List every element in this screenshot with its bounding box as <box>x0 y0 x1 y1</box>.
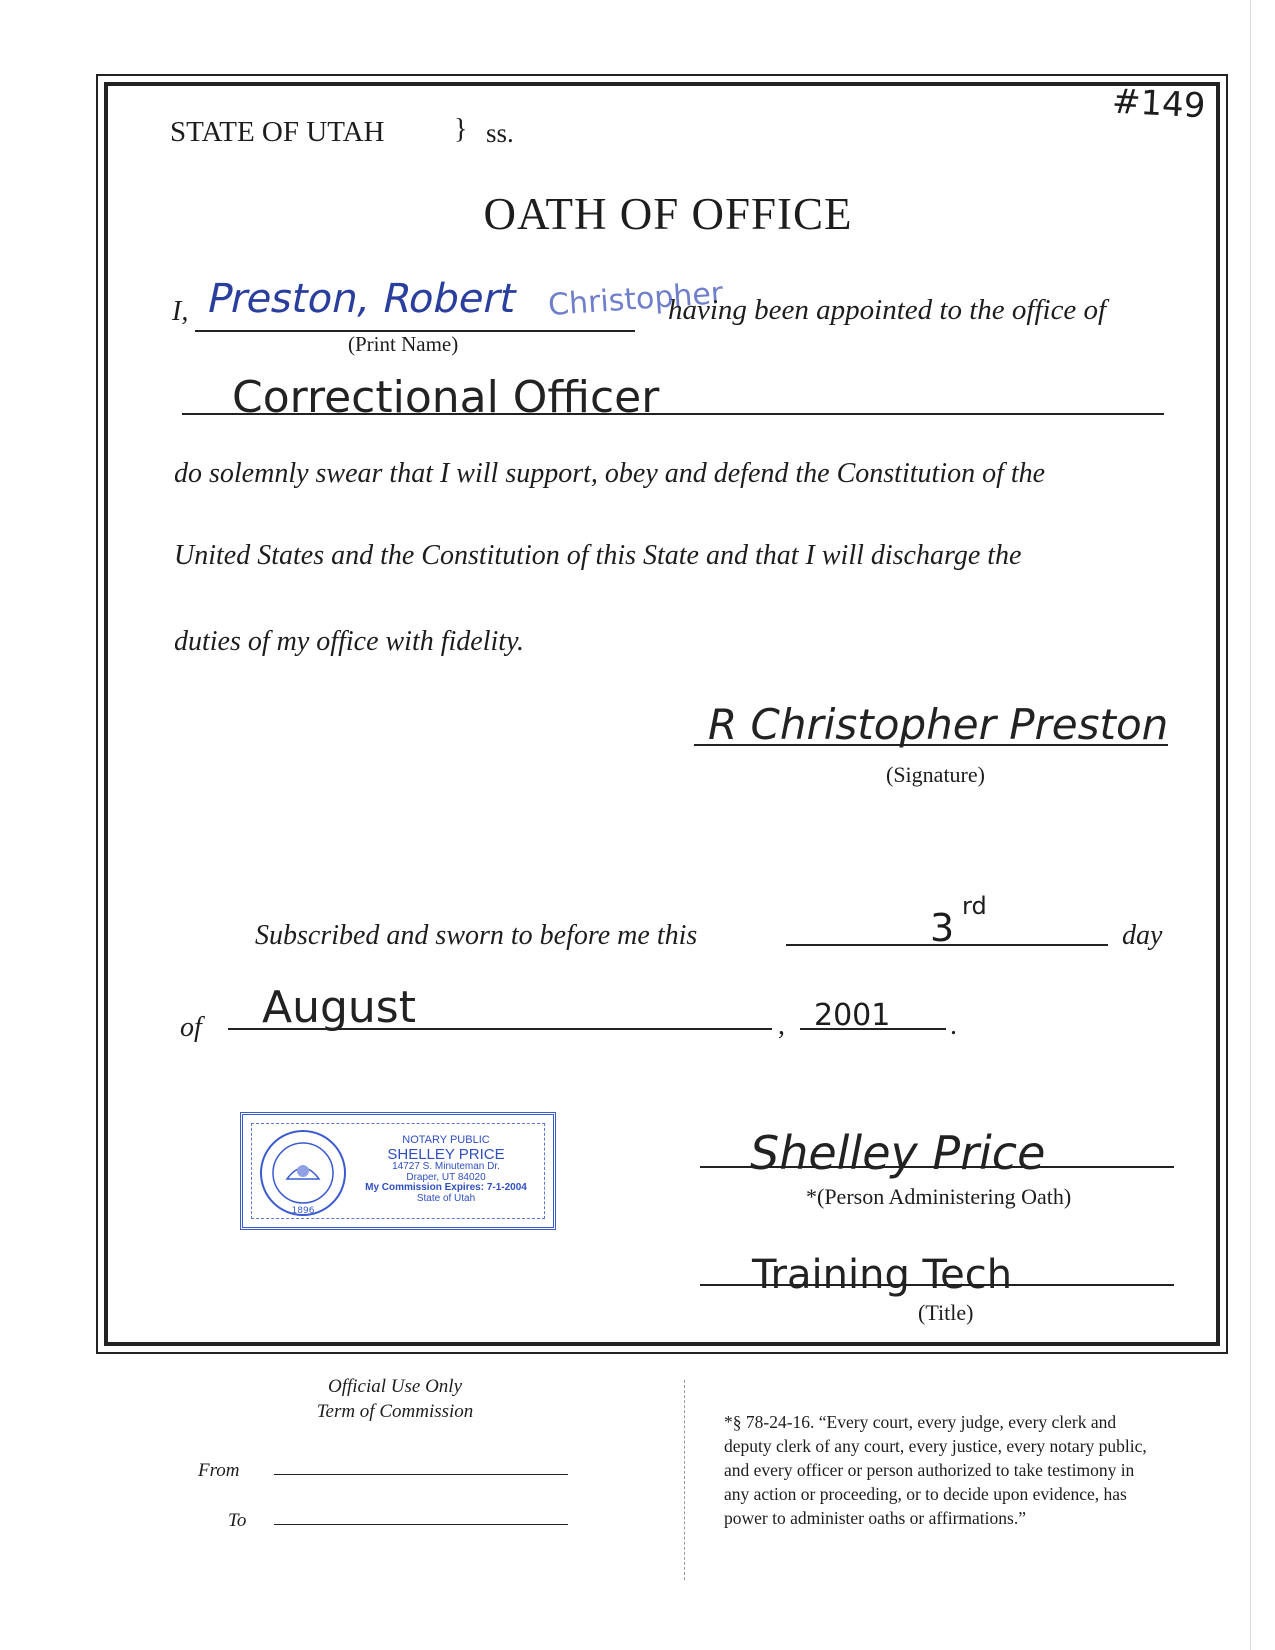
office-handwritten: Correctional Officer <box>232 372 660 423</box>
of-word: of <box>180 1012 202 1043</box>
ss-label: ss. <box>486 118 514 148</box>
office-underline <box>182 413 1164 415</box>
to-label: To <box>228 1510 247 1531</box>
official-use-label: Official Use Only <box>327 1376 463 1397</box>
day-handwritten: 3 <box>930 906 955 950</box>
term-label: Term of Commission <box>316 1401 474 1422</box>
stamp-text <box>341 1135 551 1204</box>
from-line <box>274 1474 568 1475</box>
title-handwritten: Training Tech <box>752 1252 1013 1298</box>
state-label: STATE OF UTAH <box>170 116 385 148</box>
statute-line-1: *§ 78-24-16. “Every court, every judge, every clerk and <box>724 1412 1117 1432</box>
month-handwritten: August <box>262 982 416 1033</box>
oath-body-line-3: duties of my office with fidelity. <box>174 626 524 657</box>
seal-year: 1896 <box>291 1206 315 1216</box>
signature-caption: (Signature) <box>886 762 985 787</box>
signature-handwritten: R Christopher Preston <box>708 700 1169 749</box>
oath-body-line-1: do solemnly swear that I will support, obey and defend the Constitution of the <box>174 458 1046 489</box>
notary-stamp <box>240 1112 556 1230</box>
appointed-text: having been appointed to the office of <box>668 294 1107 326</box>
stamp-line-5: My Commission Expires: 7-1-2004 <box>365 1182 527 1194</box>
page-title: OATH OF OFFICE <box>483 189 853 239</box>
name-handwritten: Preston, Robert <box>203 276 521 322</box>
stamp-line-4: Draper, UT 84020 <box>406 1171 486 1183</box>
day-word: day <box>1122 920 1163 951</box>
day-suffix-handwritten: rd <box>962 892 987 920</box>
document-number: #149 <box>1111 81 1207 127</box>
date-comma: , <box>778 1010 785 1041</box>
administering-signature: Shelley Price <box>750 1126 1046 1180</box>
name-caption: (Print Name) <box>348 332 459 356</box>
to-line <box>274 1524 568 1525</box>
statute-line-5: power to administer oaths or affirmations.” <box>724 1508 1026 1528</box>
page-edge <box>1250 0 1251 1650</box>
statute-line-2: deputy clerk of any court, every justice, every notary public, <box>724 1436 1147 1456</box>
administering-underline <box>700 1166 1174 1168</box>
oath-body-line-2: United States and the Constitution of this State and that I will discharge the <box>174 540 1022 571</box>
stamp-line-2: SHELLEY PRICE <box>387 1145 505 1163</box>
title-underline <box>700 1284 1174 1286</box>
year-handwritten: 2001 <box>814 998 891 1033</box>
from-label: From <box>198 1460 240 1481</box>
state-seal-icon <box>257 1127 349 1219</box>
name-handwritten-extra: Christopher <box>546 275 725 324</box>
statute-line-4: any action or proceeding, or to decide upon evidence, has <box>724 1484 1127 1504</box>
stamp-line-3: 14727 S. Minuteman Dr. <box>392 1161 500 1173</box>
stamp-line-1: NOTARY PUBLIC <box>402 1134 490 1146</box>
date-period: . <box>950 1010 957 1041</box>
signature-underline <box>694 744 1168 746</box>
statute-line-3: and every officer or person authorized to take testimony in <box>724 1460 1135 1480</box>
brace-symbol: } <box>454 114 468 145</box>
i-prefix: I, <box>172 296 189 327</box>
footer-divider <box>684 1380 685 1580</box>
title-caption: (Title) <box>918 1300 974 1325</box>
stamp-line-6: State of Utah <box>416 1192 476 1204</box>
subscribed-text: Subscribed and sworn to before me this <box>255 920 698 951</box>
statute-text <box>724 1410 1147 1530</box>
administering-caption: *(Person Administering Oath) <box>806 1184 1072 1209</box>
